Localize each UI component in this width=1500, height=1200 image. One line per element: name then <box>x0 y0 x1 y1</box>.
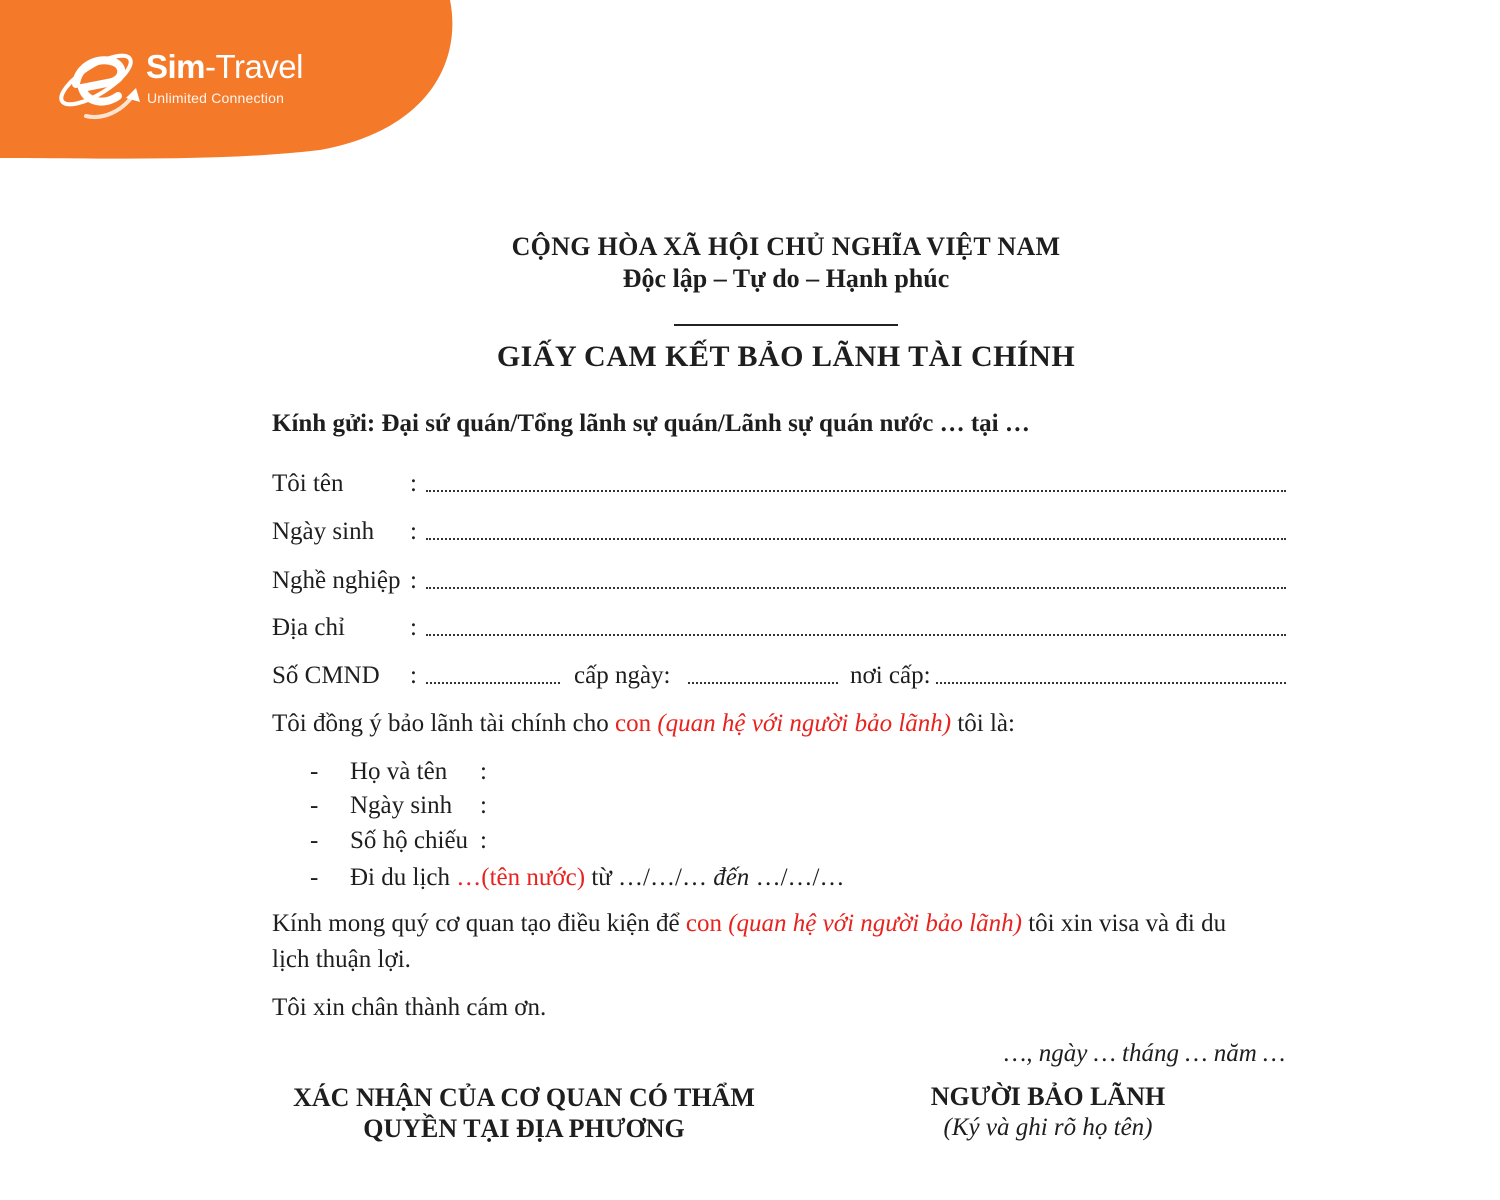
fill-in-line <box>426 490 1286 492</box>
fill-in-line <box>688 682 838 684</box>
authority-confirmation: XÁC NHẬN CỦA CƠ QUAN CÓ THẨM QUYỀN TẠI ĐỊA PHƯƠNG <box>293 1083 755 1143</box>
fill-in-line <box>426 682 560 684</box>
brand-tagline: Unlimited Connection <box>147 90 285 106</box>
request-paragraph-line-2: lịch thuận lợi. <box>272 946 411 973</box>
guarantor-heading: NGƯỜI BẢO LÃNH <box>930 1082 1166 1111</box>
sim-travel-logo[interactable] <box>52 36 312 126</box>
fill-in-line <box>426 538 1286 540</box>
fill-in-line <box>426 587 1286 589</box>
national-heading: CỘNG HÒA XÃ HỘI CHỦ NGHĨA VIỆT NAM <box>511 232 1061 261</box>
field-address: Địa chỉ : <box>272 614 1286 648</box>
addressee-line: Kính gửi: Đại sứ quán/Tổng lãnh sự quán/Lãnh sự quán nước … tại … <box>272 410 1030 437</box>
field-date-of-birth: Ngày sinh : <box>272 518 1286 552</box>
field-label: Địa chỉ <box>272 614 345 641</box>
field-full-name: Tôi tên : <box>272 470 1286 504</box>
field-occupation: Nghề nghiệp : <box>272 567 1286 601</box>
issue-date-label: cấp ngày: <box>574 662 671 689</box>
field-label: Nghề nghiệp <box>272 567 401 594</box>
issue-place-label: nơi cấp: <box>850 662 931 689</box>
request-paragraph: Kính mong quý cơ quan tạo điều kiện để con (quan hệ với người bảo lãnh) tôi xin visa và đi du <box>272 910 1227 937</box>
signature-note: (Ký và ghi rõ họ tên) <box>943 1114 1153 1141</box>
field-id-card: Số CMND : cấp ngày: nơi cấp: <box>272 662 1286 696</box>
document-title: GIẤY CAM KẾT BẢO LÃNH TÀI CHÍNH <box>496 340 1076 373</box>
fill-in-line <box>426 634 1286 636</box>
date-line: …, ngày … tháng … năm … <box>1004 1040 1286 1067</box>
guarantee-statement: Tôi đồng ý bảo lãnh tài chính cho con (quan hệ với người bảo lãnh) tôi là: <box>272 710 1015 737</box>
thanks-line: Tôi xin chân thành cám ơn. <box>272 994 547 1021</box>
field-label: Tôi tên <box>272 470 344 497</box>
brand-name: Sim-Travel <box>146 48 303 85</box>
heading-divider <box>674 324 898 326</box>
national-motto: Độc lập – Tự do – Hạnh phúc <box>622 264 950 293</box>
fill-in-line <box>936 682 1286 684</box>
globe-e-logo-icon <box>52 36 147 126</box>
field-label: Số CMND <box>272 662 380 689</box>
field-label: Ngày sinh <box>272 518 375 545</box>
